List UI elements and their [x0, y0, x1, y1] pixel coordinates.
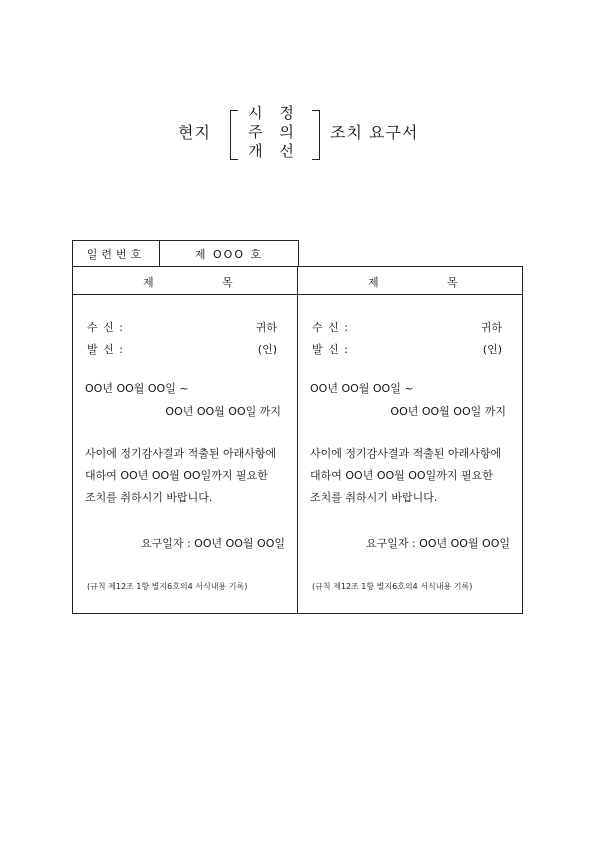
recipient-suffix: 귀하 — [255, 321, 277, 334]
subject-header — [298, 267, 522, 295]
subject-header-char-2: 목 — [222, 276, 233, 289]
body-line: 대하여 OO년 OO월 OO일까지 필요한 — [85, 469, 268, 482]
sender-label: 발 신 : — [87, 343, 124, 356]
request-body — [85, 443, 285, 509]
right-bracket — [312, 110, 320, 160]
sender-label: 발 신 : — [312, 343, 349, 356]
body-line: 사이에 정기감사결과 적출된 아래사항에 — [310, 447, 502, 460]
recipient-suffix: 귀하 — [480, 321, 502, 334]
period-from: OO년 OO월 OO일 ~ — [85, 382, 189, 395]
recipient-label: 수 신 : — [312, 321, 349, 334]
serial-number-label: 일련번호 — [73, 241, 160, 267]
subject-header-char-1: 제 — [143, 276, 154, 289]
title-options-stack — [248, 104, 300, 161]
period-to: OO년 OO월 OO일 까지 — [390, 405, 506, 418]
period-from: OO년 OO월 OO일 ~ — [310, 382, 414, 395]
left-bracket — [230, 110, 238, 160]
body-line: 조치를 취하시기 바랍니다. — [85, 491, 213, 504]
subject-header-char-1: 제 — [368, 276, 379, 289]
request-date: 요구일자 : OO년 OO월 OO일 — [140, 537, 285, 550]
form-column-right — [297, 267, 522, 613]
request-body — [310, 443, 510, 509]
form-column-left — [73, 267, 297, 613]
regulation-footnote: (규칙 제12조 1항 별지6호의4 서식내용 기록) — [87, 582, 248, 591]
request-date: 요구일자 : OO년 OO월 OO일 — [365, 537, 510, 550]
subject-header-char-2: 목 — [447, 276, 458, 289]
period-to: OO년 OO월 OO일 까지 — [165, 405, 281, 418]
body-line: 조치를 취하시기 바랍니다. — [310, 491, 438, 504]
title-prefix: 현지 — [178, 123, 211, 142]
title-suffix: 조치 요구서 — [330, 123, 419, 142]
recipient-label: 수 신 : — [87, 321, 124, 334]
title-option-correction: 시 정 — [248, 104, 300, 122]
title-option-improvement: 개 선 — [248, 142, 300, 160]
serial-number-value: 제 OOO 호 — [194, 248, 264, 261]
sender-seal: (인) — [482, 343, 502, 356]
serial-number-box — [72, 240, 299, 267]
title-option-caution: 주 의 — [248, 123, 300, 141]
regulation-footnote: (규칙 제12조 1항 별지6호의4 서식내용 기록) — [312, 582, 473, 591]
document-title — [0, 104, 595, 168]
body-line: 대하여 OO년 OO월 OO일까지 필요한 — [310, 469, 493, 482]
body-line: 사이에 정기감사결과 적출된 아래사항에 — [85, 447, 277, 460]
request-form-table — [72, 266, 523, 614]
subject-header — [73, 267, 297, 295]
sender-seal: (인) — [257, 343, 277, 356]
